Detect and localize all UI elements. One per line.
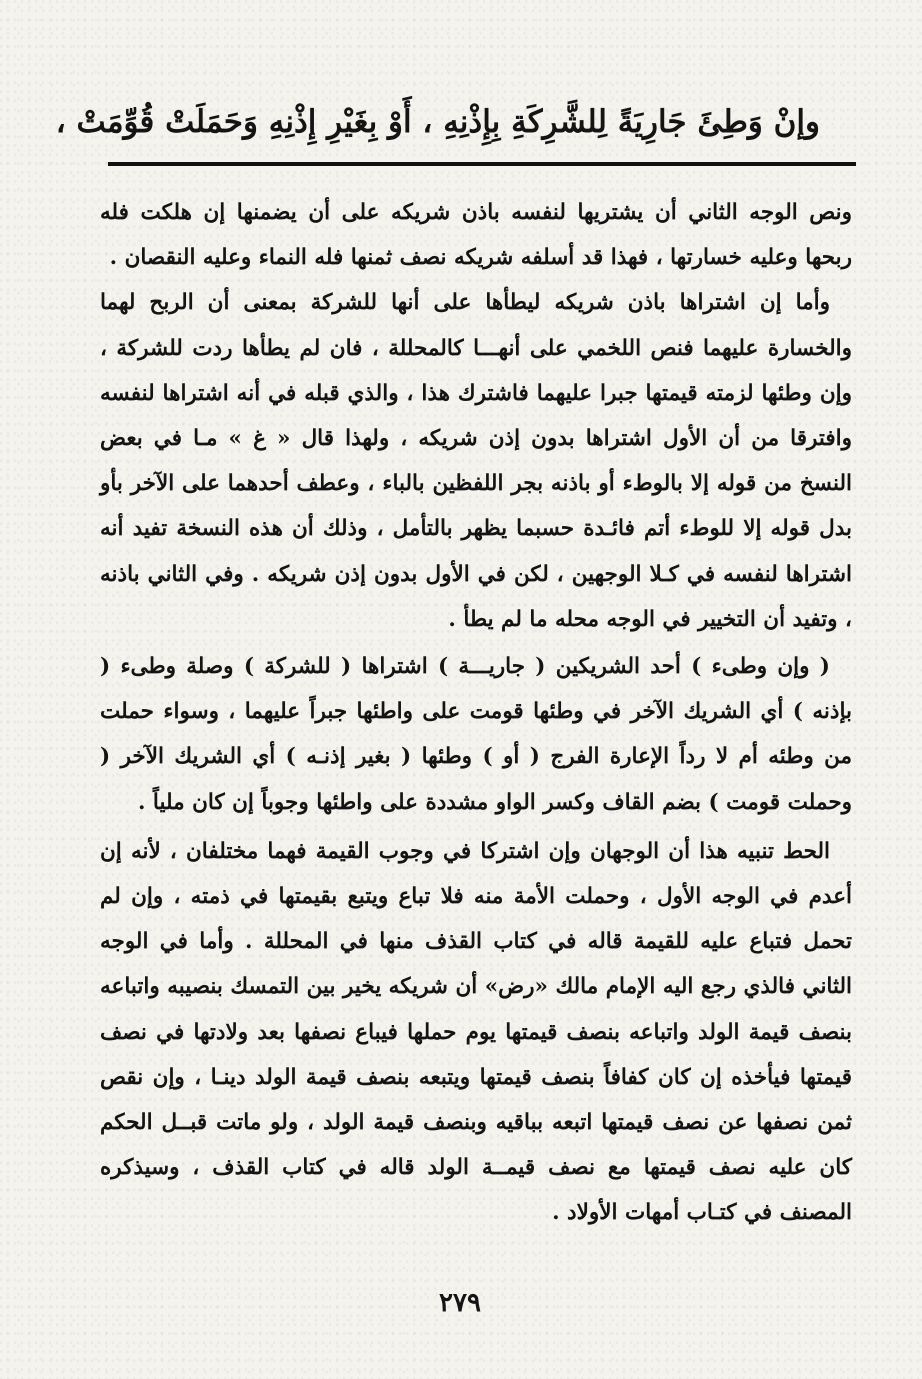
running-header: وإنْ وَطِئَ جَارِيَةً لِلشَّرِكَةِ بِإِذْنِهِ ، أَوْ بِغَيْرِ إِذْنِهِ وَحَمَلَتْ قُوِّمَتْ ، (55, 104, 820, 140)
paragraph-2: وأما إن اشتراها باذن شريكه ليطأها على أنها للشركة بمعنى أن الربح لهما والخسارة عليهما فنص اللخمي على أنهـــا كالمحللة ، فان لم يطأها ردت للشركة ، وإن وطئها لزمته قيمتها جبرا عليهما فاشترك هذا ، والذي قبله في أنه اشتراها لنفسه وافترقا من أن الأول اشتراها بدون إذن شريكه ، ولهذا قال « غ » مـا في بعض النسخ من قوله إلا بالوطء أو باذنه بجر اللفظين بالباء ، وعطف أحدهما على الآخر بأو بدل قوله إلا للوطء أتم فائـدة حسبما يظهر بالتأمل ، وذلك أن هذه النسخة تفيد أنه اشتراها لنفسه في كـلا الوجهين ، لكن في الأول بدون إذن شريكه . وفي الثاني باذنه ، وتفيد أن التخيير في الوجه محله ما لم يطأ . (100, 290, 852, 632)
paragraph-4: الحط تنبيه هذا أن الوجهان وإن اشتركا في وجوب القيمة فهما مختلفان ، لأنه إن أعدم في الوجه الأول ، وحملت الأمة منه فلا تباع ويتبع بقيمتها في ذمته ، وإن لم تحمل فتباع عليه للقيمة قاله في كتاب القذف منها في المحللة . وأما في الوجه الثاني فالذي رجع اليه الإمام مالك «رض» أن شريكه يخير بين التمسك بنصيبه واتباعه بنصف قيمة الولد واتباعه بنصف قيمتها يوم حملها فيباع نصفها بعد ولادتها في نصف قيمتها فيأخذه إن كان كفافاً بنصف قيمتها ويتبعه بنصف قيمة الولد دينـا ، وإن نقص ثمن نصفها عن نصف قيمتها اتبعه بباقيه وبنصف قيمة الولد ، ولو ماتت قبــل الحكم كان عليه نصف قيمتها مع نصف قيمــة الولد قاله في كتاب القذف ، وسيذكره المصنف في كتـاب أمهات الأولاد . (100, 838, 852, 1226)
paragraph-3: ( وإن وطىء ) أحد الشريكين ( جاريـــة ) اشتراها ( للشركة ) وصلة وطىء ( بإذنه ) أي الشريك الآخر في وطئها قومت على واطئها جبراً عليهما ، وسواء حملت من وطئه أم لا رداً الإعارة الفرج ( أو ) وطئها ( بغير إذنـه ) أي الشريك الآخر ( وحملت قومت ) بضم القاف وكسر الواو مشددة على واطئها وجوباً إن كان ملياً . (100, 654, 852, 815)
page-number: ٢٧٩ (439, 1288, 481, 1318)
paragraph-1: ونص الوجه الثاني أن يشتريها لنفسه باذن شريكه على أن يضمنها إن هلكت فله ربحها وعليه خسارتها ، فهذا قد أسلفه شريكه نصف ثمنها فله النماء وعليه النقصان . (100, 200, 852, 271)
header-divider-rule (108, 162, 856, 166)
commentary-body (100, 190, 852, 1236)
